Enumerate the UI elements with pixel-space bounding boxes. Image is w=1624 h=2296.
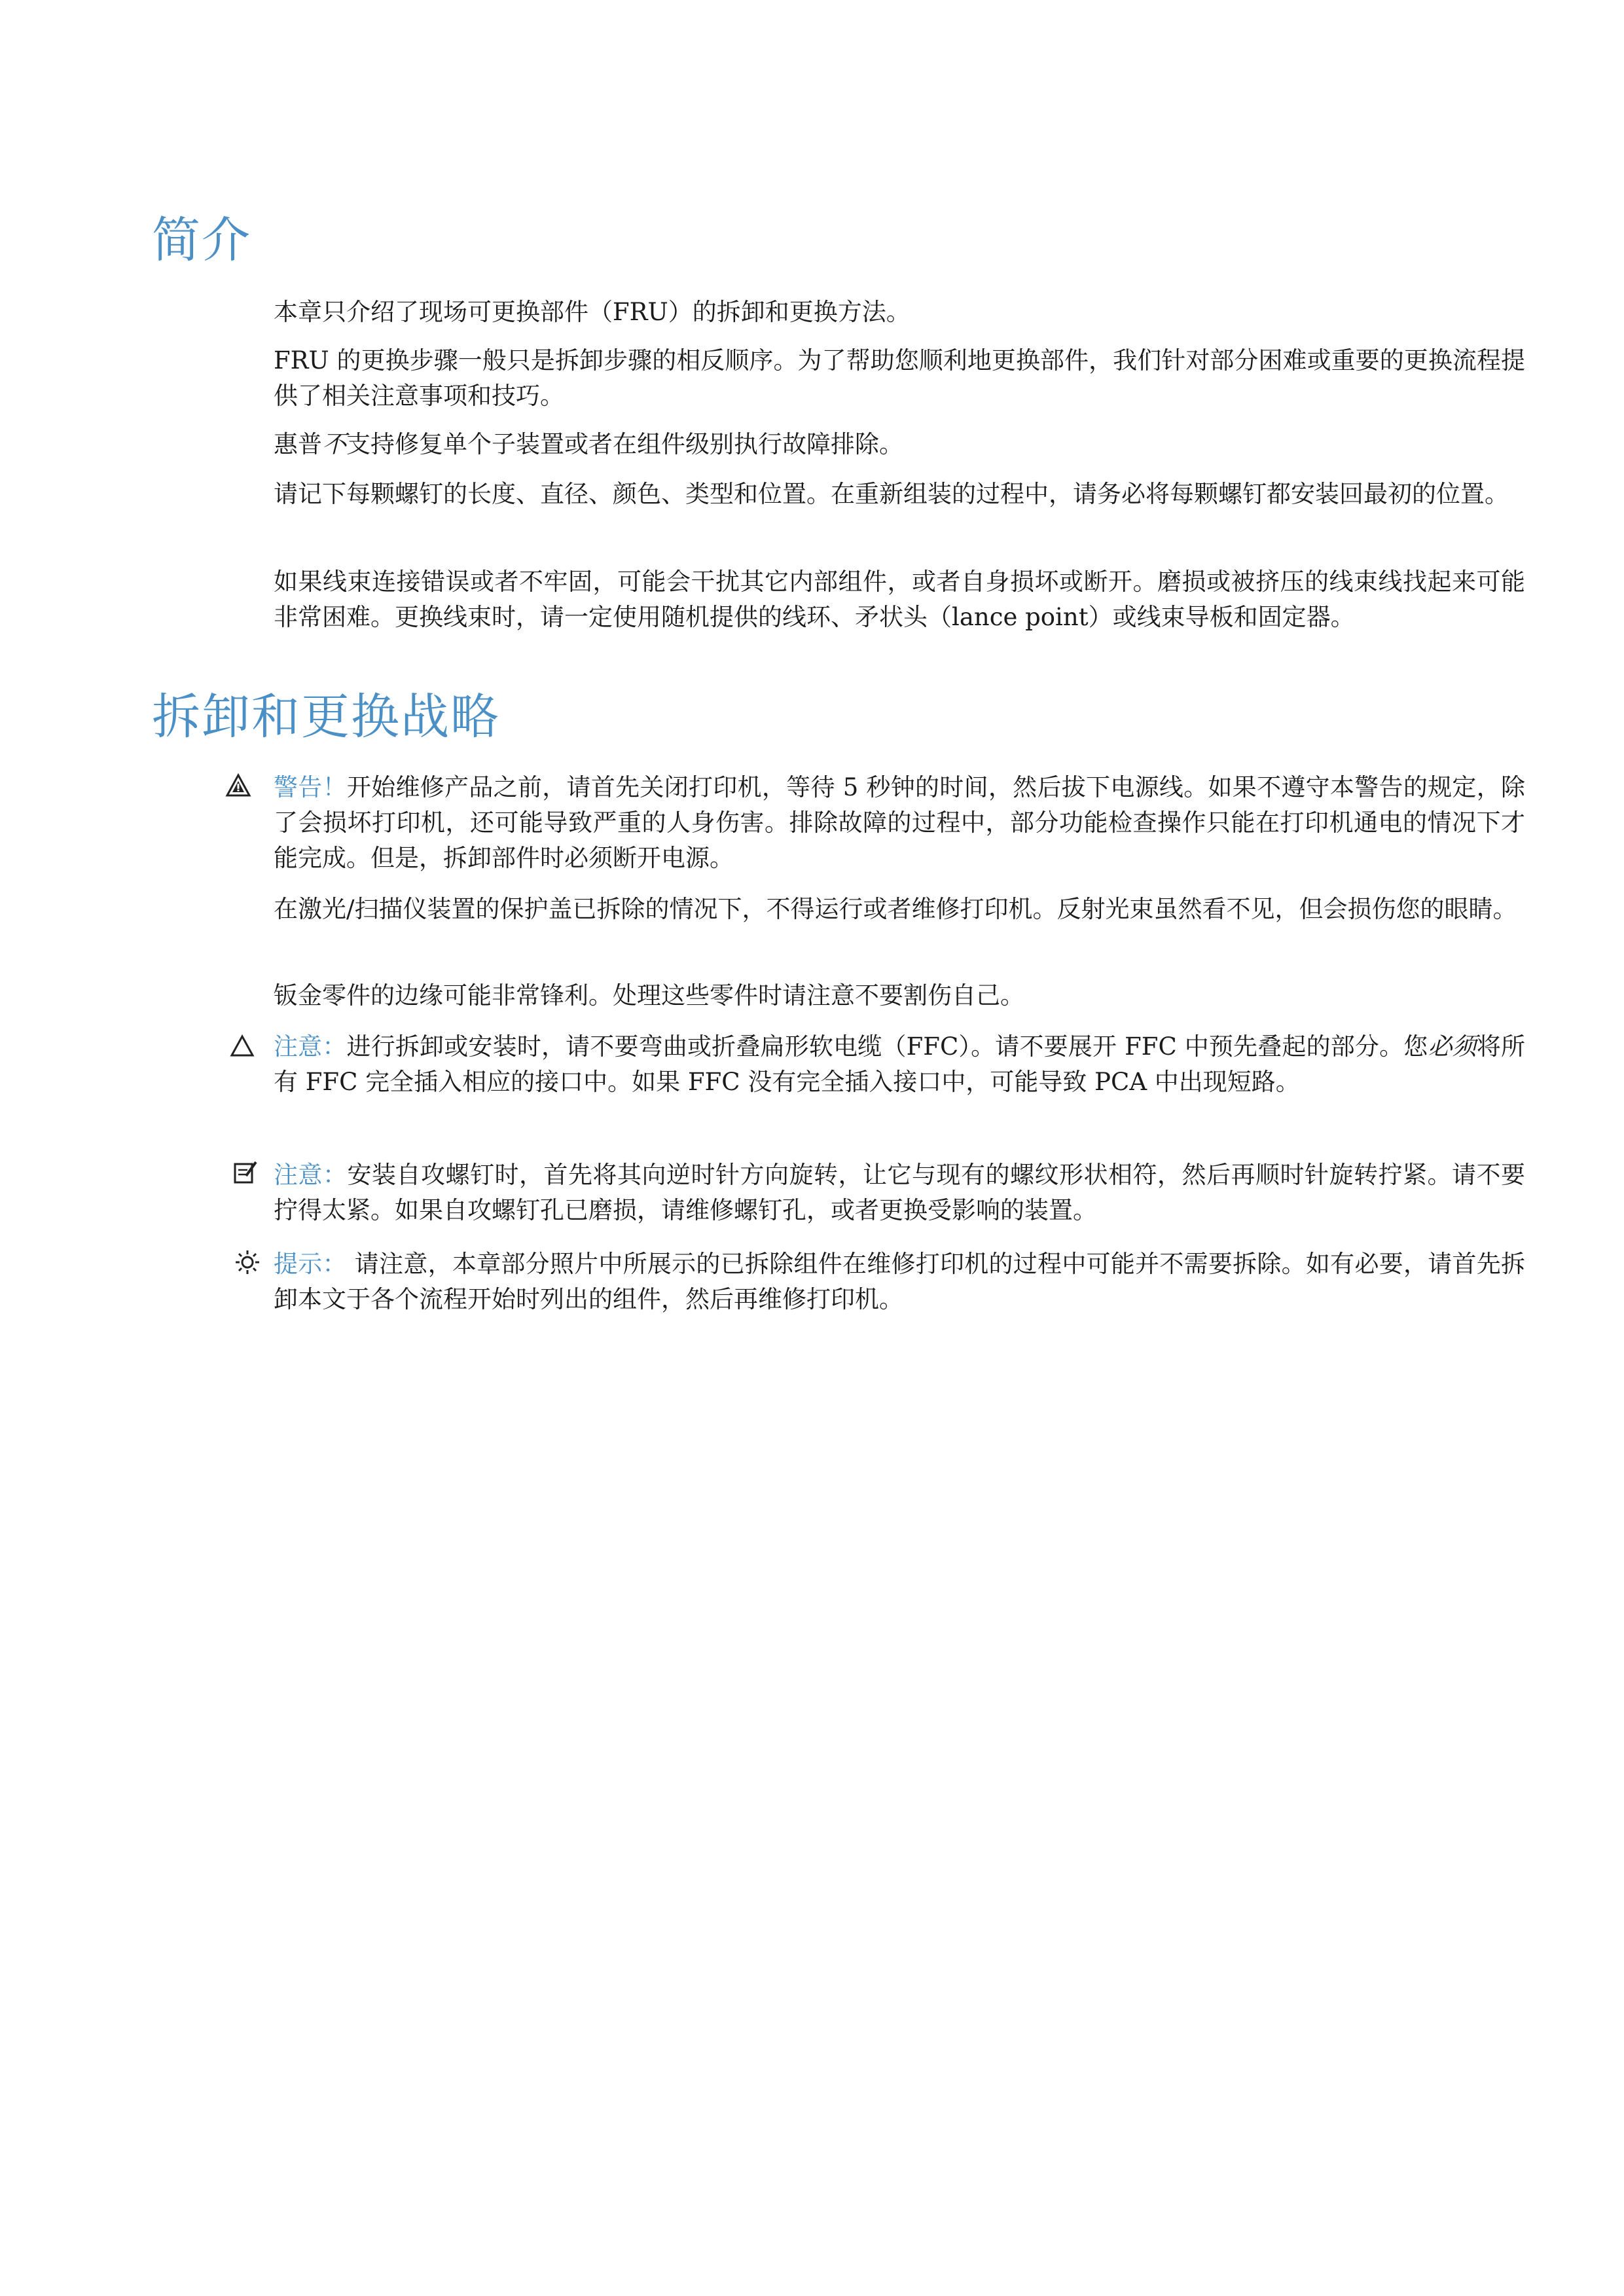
caution-text-start: 进行拆卸或安装时，请不要弯曲或折叠扁形软电缆（FFC）。请不要展开 FFC 中预先叠起的部分。您	[346, 1032, 1428, 1061]
note-paragraph	[274, 1157, 1525, 1228]
intro-paragraph-5: 如果线束连接错误或者不牢固，可能会干扰其它内部组件，或者自身损坏或断开。磨损或被挤压的线束线找起来可能非常困难。更换线束时，请一定使用随机提供的线环、矛状头（lance point）或线束导板和固定器。	[274, 568, 1525, 631]
warning-paragraph	[274, 770, 1525, 876]
intro-p3-start: 惠普	[274, 430, 322, 458]
tip-text: 请注意，本章部分照片中所展示的已拆除组件在维修打印机的过程中可能并不需要拆除。如有必要，请首先拆卸本文于各个流程开始时列出的组件，然后再维修打印机。	[274, 1250, 1525, 1313]
intro-p3-emphasis: 不	[322, 430, 346, 458]
intro-p3-end: 支持修复单个子装置或者在组件级别执行故障排除。	[346, 430, 903, 458]
note-label: 注意：	[274, 1161, 348, 1189]
section-title-intro: 简介	[152, 212, 251, 268]
warning-label: 警告！	[274, 773, 347, 801]
caution-text-end: 将所有 FFC 完全插入相应的接口中。如果 FFC 没有完全插入接口中，可能导致 PCA 中出现短路。	[274, 1032, 1526, 1096]
warning-paragraph-2: 在激光/扫描仪装置的保护盖已拆除的情况下，不得运行或者维修打印机。反射光束虽然看不见，但会损伤您的眼睛。	[274, 895, 1517, 923]
tip-icon	[234, 1249, 261, 1275]
caution-icon	[229, 1033, 255, 1059]
caution-paragraph	[274, 1029, 1525, 1100]
caution-label: 注意：	[274, 1032, 347, 1061]
caution-emphasis: 必须	[1428, 1032, 1477, 1061]
warning-icon	[225, 773, 251, 799]
warning-text: 开始维修产品之前，请首先关闭打印机，等待 5 秒钟的时间，然后拔下电源线。如果不遵守本警告的规定，除了会损坏打印机，还可能导致严重的人身伤害。排除故障的过程中，部分功能检查操作只能在打印机通电的情况下才能完成。但是，拆卸部件时必须断开电源。	[274, 773, 1526, 872]
note-icon	[232, 1159, 258, 1185]
warning-paragraph-3: 钣金零件的边缘可能非常锋利。处理这些零件时请注意不要割伤自己。	[274, 981, 1024, 1010]
intro-paragraph-2: FRU 的更换步骤一般只是拆卸步骤的相反顺序。为了帮助您顺利地更换部件，我们针对部分困难或重要的更换流程提供了相关注意事项和技巧。	[274, 346, 1525, 410]
section-title-strategy: 拆卸和更换战略	[152, 689, 500, 745]
intro-paragraph-4: 请记下每颗螺钉的长度、直径、颜色、类型和位置。在重新组装的过程中，请务必将每颗螺钉都安装回最初的位置。	[274, 480, 1509, 508]
tip-paragraph	[274, 1247, 1525, 1317]
note-text: 安装自攻螺钉时，首先将其向逆时针方向旋转，让它与现有的螺纹形状相符，然后再顺时针旋转拧紧。请不要拧得太紧。如果自攻螺钉孔已磨损，请维修螺钉孔，或者更换受影响的装置。	[274, 1161, 1525, 1224]
intro-paragraph-1: 本章只介绍了现场可更换部件（FRU）的拆卸和更换方法。	[274, 298, 911, 326]
tip-label: 提示：	[274, 1250, 347, 1278]
intro-paragraph-3	[274, 427, 1525, 462]
